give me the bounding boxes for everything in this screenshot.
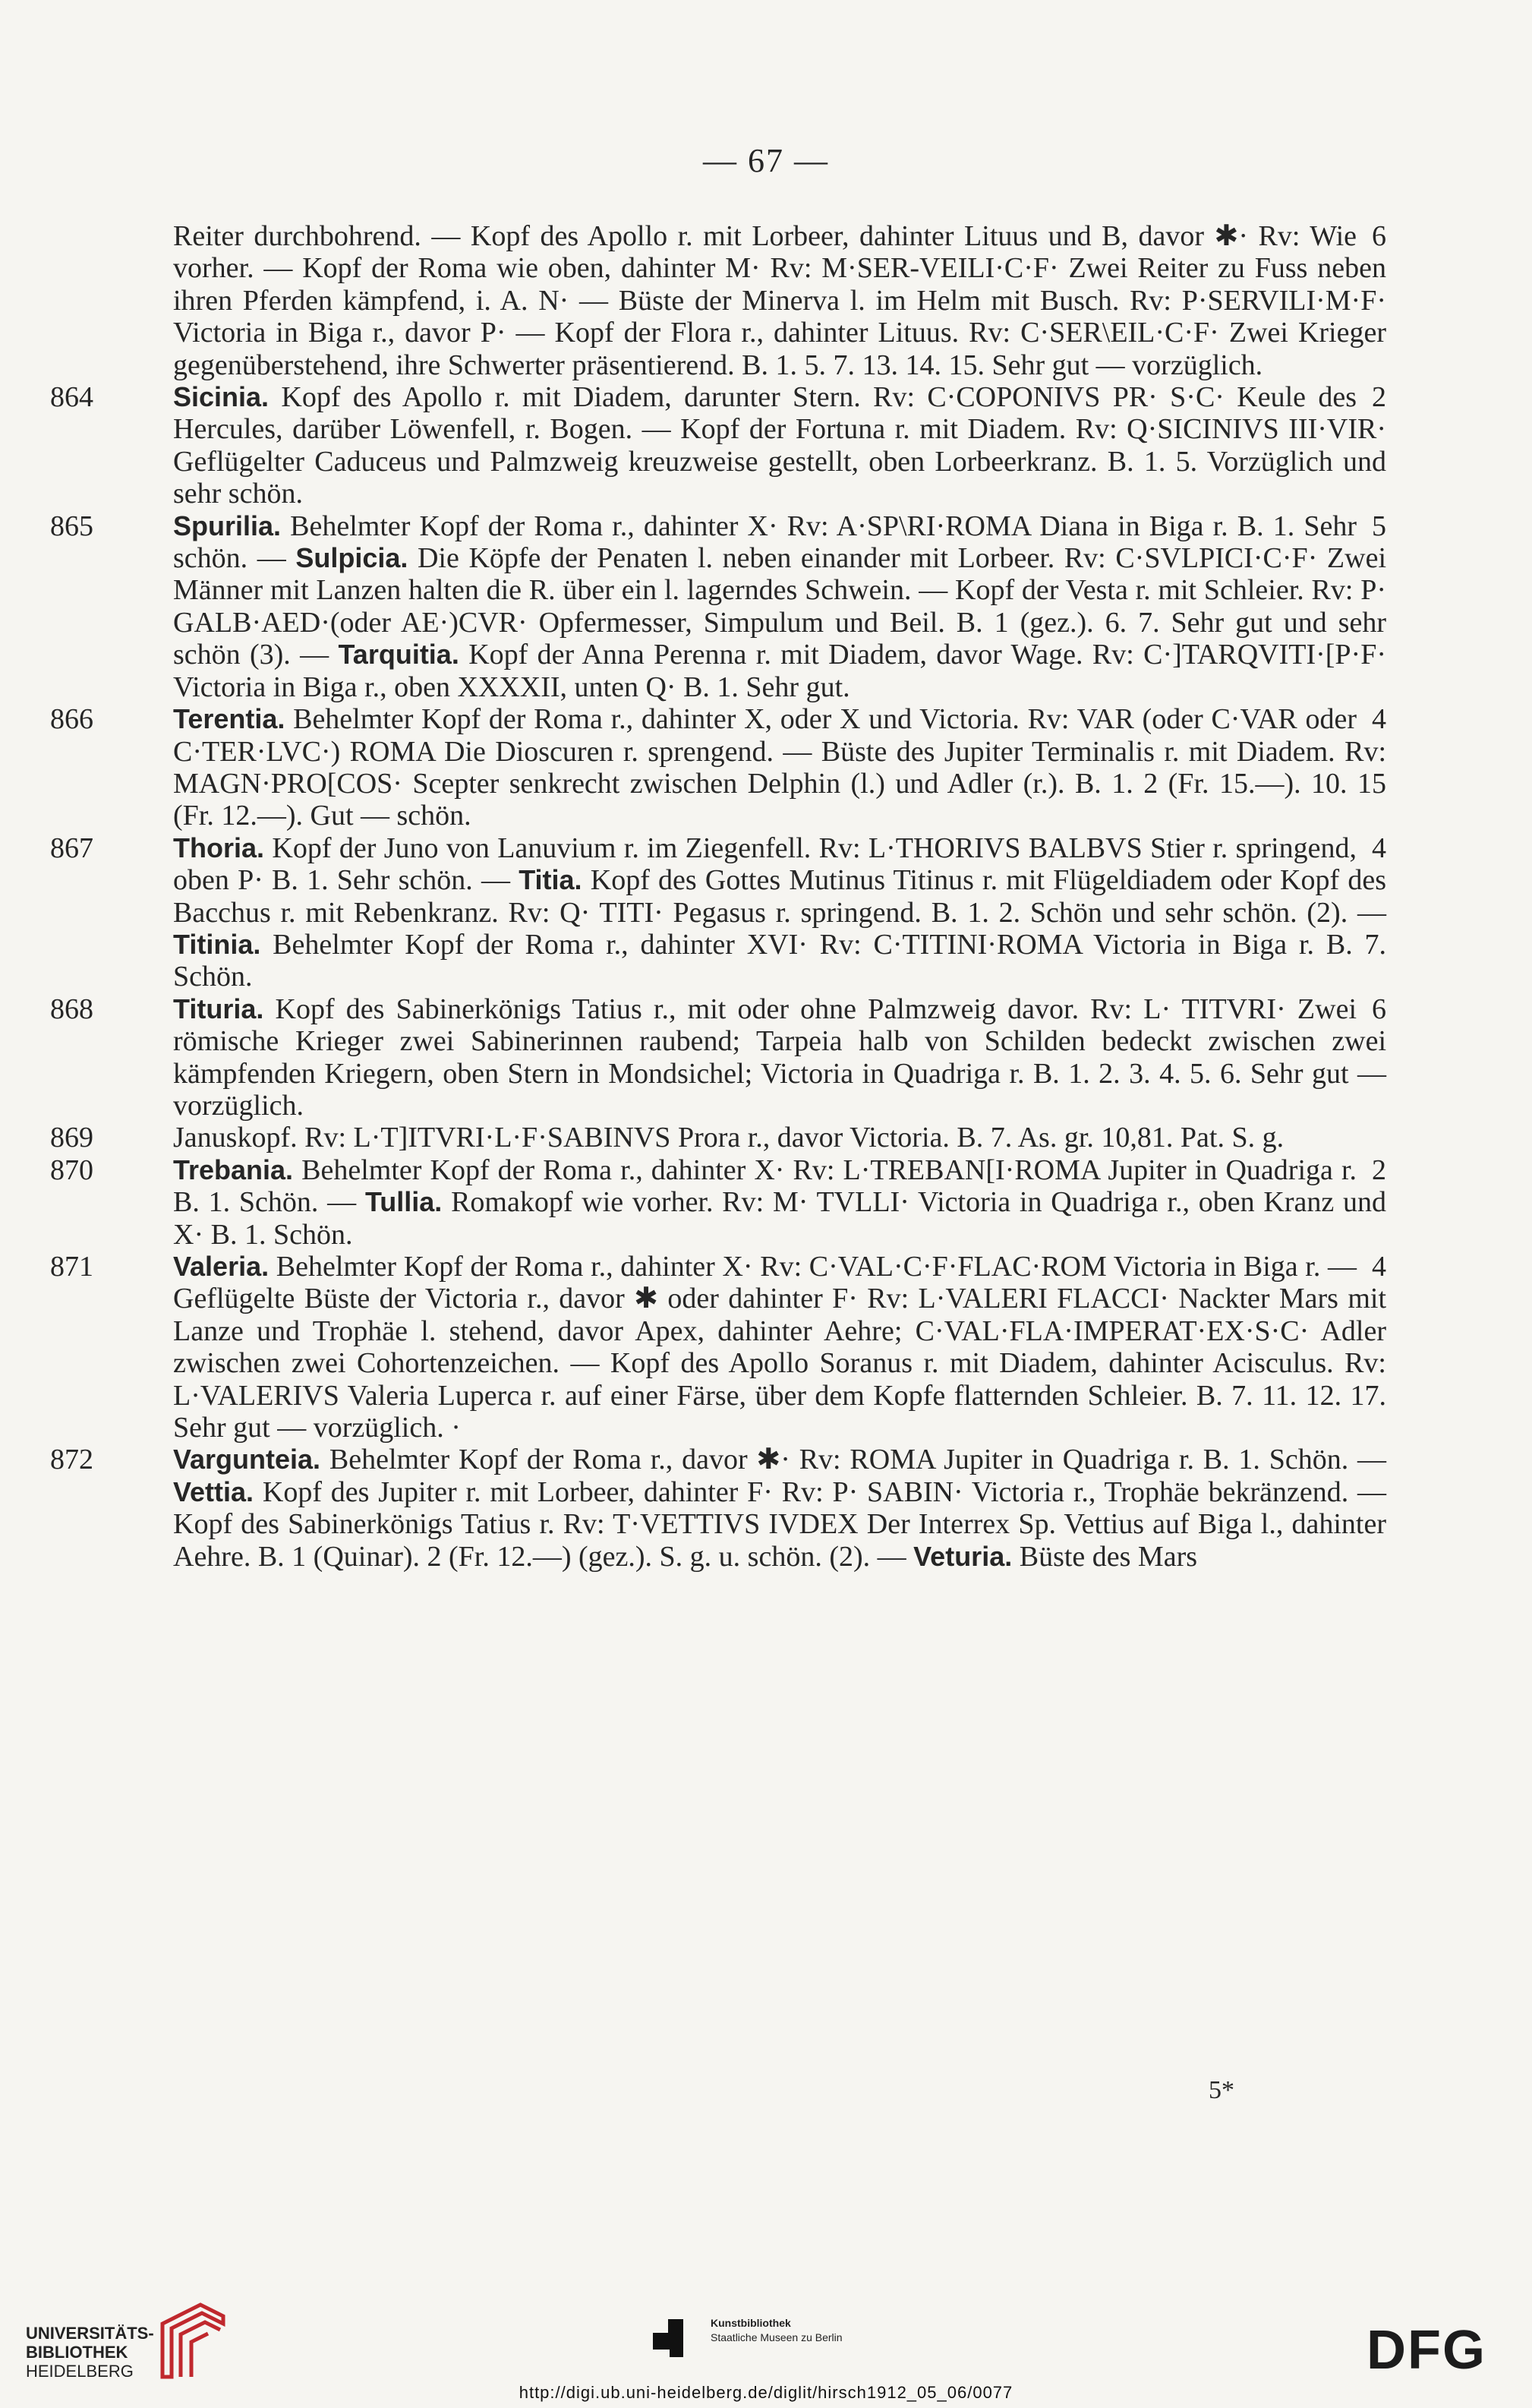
lot-count: 4 — [1372, 1251, 1386, 1283]
catalogue-entry — [50, 993, 1386, 1122]
lot-count: 2 — [1372, 1154, 1386, 1186]
family-name: Thoria. — [173, 832, 265, 863]
family-name: Tituria. — [173, 993, 264, 1024]
entry-text: Kopf der Juno von Lanuvium r. im Ziegenfell. Rv: L·THORIVS BALBVS Stier r. springend, oben P· B. 1. Sehr schön. — — [173, 832, 1357, 897]
lot-count: 6 — [1372, 220, 1386, 252]
entry-text: Kopf des Gottes Mutinus Titinus r. mit Flügeldiadem oder Kopf des Bacchus r. mit Rebenkranz. Rv: Q· TITI· Pegasus r. springend. B. 1. 2. Schön und sehr schön. (2). — — [173, 864, 1387, 929]
kunstbibliothek-logo[interactable] — [650, 2316, 923, 2362]
lot-number: 866 — [50, 703, 93, 736]
kunstbibliothek-icon — [650, 2316, 695, 2362]
entry-text: Romakopf wie vorher. Rv: M· TVLLI· Victoria in Quadriga r., oben Kranz und X· B. 1. Schön. — [173, 1186, 1386, 1251]
lot-count: 4 — [1372, 832, 1386, 864]
kb-line2: Staatliche Museen zu Berlin — [711, 2331, 843, 2343]
entry-text: Behelmter Kopf der Roma r., davor ✱· Rv: ROMA Jupiter in Quadriga r. B. 1. Schön. — — [329, 1444, 1387, 1476]
entry-list — [50, 381, 1386, 1573]
catalogue-entry — [50, 703, 1386, 832]
catalogue-entry — [50, 832, 1386, 993]
entry-text: Behelmter Kopf der Roma r., dahinter X· Rv: L·TREBAN[I·ROMA Jupiter in Quadriga r. B. 1. Schön. — — [173, 1154, 1357, 1219]
footer — [0, 2293, 1532, 2408]
catalogue-entry — [50, 1122, 1386, 1154]
lot-number: 872 — [50, 1444, 93, 1476]
entry-text: Kopf des Jupiter r. mit Lorbeer, dahinter F· Rv: P· SABIN· Victoria r., Trophäe bekränzend. — Kopf des Sabinerkönigs Tatius r. Rv: T·VETTIVS IVDEX Der Interrex Sp. Vettius auf Biga l., dahinter Aehre. B. 1 (Quinar). 2 (Fr. 12.—) (gez.). S. g. u. schön. (2). — — [173, 1475, 1387, 1573]
entry-text: Behelmter Kopf der Roma r., dahinter X, oder X und Victoria. Rv: VAR (oder C·VAR oder C·TER·LVC·) ROMA Die Dioscuren r. sprengend. — Büste des Jupiter Terminalis r. mit Diadem. Rv: MAGN·PRO[COS· Scepter senkrecht zwischen Delphin (l.) und Adler (r.). B. 1. 2 (Fr. 15.—). 10. 15 (Fr. 12.—). Gut — schön. — [173, 703, 1386, 832]
ub-heidelberg-logo[interactable] — [17, 2301, 244, 2392]
family-name: Valeria. — [173, 1251, 270, 1282]
lot-number: 867 — [50, 832, 93, 864]
kunstbibliothek-text — [711, 2316, 843, 2345]
lot-number: 864 — [50, 381, 93, 414]
catalogue-entry — [50, 1444, 1386, 1573]
entry-text: Behelmter Kopf der Roma r., dahinter X· Rv: C·VAL·C·F·FLAC·ROM Victoria in Biga r. — Geflügelte Büste der Victoria r., davor ✱ oder dahinter F· Rv: L·VALERI FLACCI· Nackter Mars mit Lanze und Trophäe l. stehend, davor Apex, dahinter Aehre; C·VAL·FLA·IMPERAT·EX·S·C· Adler zwischen zwei Cohortenzeichen. — Kopf des Apollo Soranus r. mit Diadem, dahinter Acisculus. Rv: L·VALERIVS Valeria Luperca r. auf einer Färse, über dem Kopfe flatternden Schleier. B. 7. 11. 12. 17. Sehr gut — vorzüglich. · — [173, 1251, 1386, 1444]
family-name: Sulpicia. — [295, 542, 408, 574]
lot-count: 6 — [1372, 993, 1386, 1025]
ub-line2: BIBLIOTHEK — [26, 2343, 128, 2362]
page-number: — 67 — — [703, 142, 829, 179]
family-name: Sicinia. — [173, 381, 270, 413]
kb-line1: Kunstbibliothek — [711, 2317, 791, 2329]
entry-text: Kopf des Apollo r. mit Diadem, darunter Stern. Rv: C·COPONIVS PR· S·C· Keule des Hercules, darüber Löwenfell, r. Bogen. — Kopf der Fortuna r. mit Diadem. Rv: Q·SICINIVS III·VIR· Geflügelter Caduceus und Palmzweig kreuzweise gestellt, oben Lorbeerkranz. B. 1. 5. Vorzüglich und sehr schön. — [173, 381, 1386, 510]
entry-text: Januskopf. Rv: L·T]ITVRI·L·F·SABINVS Prora r., davor Victoria. B. 7. As. gr. 10,81. Pat. S. g. — [173, 1122, 1285, 1154]
entry-text: Die Köpfe der Penaten l. neben einander mit Lorbeer. Rv: C·SVLPICI·C·F· Zwei Männer mit Lanzen halten die R. über ein l. lagerndes Schwein. — Kopf der Vesta r. mit Schleier. Rv: P· GALB·AED·(oder AE·)CVR· Opfermesser, Simpulum und Beil. B. 1 (gez.). 6. 7. Sehr gut und sehr schön (3). — — [173, 542, 1387, 671]
catalogue-entry — [50, 1251, 1386, 1444]
catalogue-entry — [50, 510, 1386, 703]
family-name: Titinia. — [173, 928, 261, 960]
family-name: Tullia. — [364, 1186, 443, 1218]
catalogue-entry — [50, 1154, 1386, 1251]
signature-mark: 5* — [1209, 2076, 1234, 2104]
entry-text: Kopf des Sabinerkönigs Tatius r., mit oder ohne Palmzweig davor. Rv: L· TITVRI· Zwei römische Krieger zwei Sabinerinnen raubend; Tarpeia halb von Schilden bedeckt zwischen zwei kämpfenden Kriegern, oben Stern in Mondsichel; Victoria in Quadriga r. B. 1. 2. 3. 4. 5. 6. Sehr gut — vorzüglich. — [173, 993, 1386, 1122]
family-name: Tarquitia. — [338, 639, 459, 671]
family-name: Veturia. — [913, 1540, 1013, 1572]
lot-number: 871 — [50, 1251, 93, 1283]
lot-number: 868 — [50, 993, 93, 1025]
lot-count: 5 — [1372, 510, 1386, 542]
dfg-logo[interactable]: DFG — [1367, 2320, 1486, 2381]
lead-paragraph — [50, 220, 1386, 381]
family-name: Vargunteia. — [173, 1444, 321, 1475]
family-name: Terentia. — [173, 703, 285, 735]
family-name: Titia. — [519, 864, 582, 896]
ub-logo-text — [26, 2324, 154, 2381]
entry-text: Kopf der Anna Perenna r. mit Diadem, davor Wage. Rv: C·]TARQVITI·[P·F· Victoria in Biga r., oben XXXXII, unten Q· B. 1. Sehr gut. — [173, 639, 1386, 703]
catalogue-text — [50, 220, 1386, 1573]
ub-mark-icon — [155, 2301, 231, 2384]
lot-count: 2 — [1372, 381, 1386, 414]
entry-text: Behelmter Kopf der Roma r., dahinter XVI· Rv: C·TITINI·ROMA Victoria in Biga r. B. 7. Schön. — [173, 928, 1387, 993]
ub-line1: UNIVERSITÄTS- — [26, 2324, 154, 2343]
lead-text: Reiter durchbohrend. — Kopf des Apollo r. mit Lorbeer, dahinter Lituus und B, davor ✱· Rv: Wie vorher. — Kopf der Roma wie oben, dahinter M· Rv: M·SER-VEILI·C·F· Zwei Reiter zu Fuss neben ihren Pferden kämpfend, i. A. N· — Büste der Minerva l. im Helm mit Busch. Rv: P·SERVILI·M·F· Victoria in Biga r., davor P· — Kopf der Flora r., dahinter Lituus. Rv: C·SER\EIL·C·F· Zwei Krieger gegenüberstehend, ihre Schwerter präsentierend. B. 1. 5. 7. 13. 14. 15. Sehr gut — vorzüglich. — [173, 220, 1386, 381]
ub-line3: HEIDELBERG — [26, 2362, 134, 2381]
family-name: Trebania. — [173, 1154, 294, 1185]
family-name: Vettia. — [173, 1475, 254, 1507]
catalogue-entry — [50, 381, 1386, 510]
lot-number: 870 — [50, 1154, 93, 1186]
lot-count: 4 — [1372, 703, 1386, 736]
source-url-link[interactable]: http://digi.ub.uni-heidelberg.de/diglit/hirsch1912_05_06/0077 — [519, 2383, 1013, 2402]
entry-text: Büste des Mars — [1019, 1540, 1198, 1573]
lot-number: 869 — [50, 1122, 93, 1154]
entry-text: Behelmter Kopf der Roma r., dahinter X· Rv: A·SP\RI·ROMA Diana in Biga r. B. 1. Sehr schön. — — [173, 510, 1357, 575]
lot-number: 865 — [50, 510, 93, 542]
family-name: Spurilia. — [173, 510, 282, 541]
